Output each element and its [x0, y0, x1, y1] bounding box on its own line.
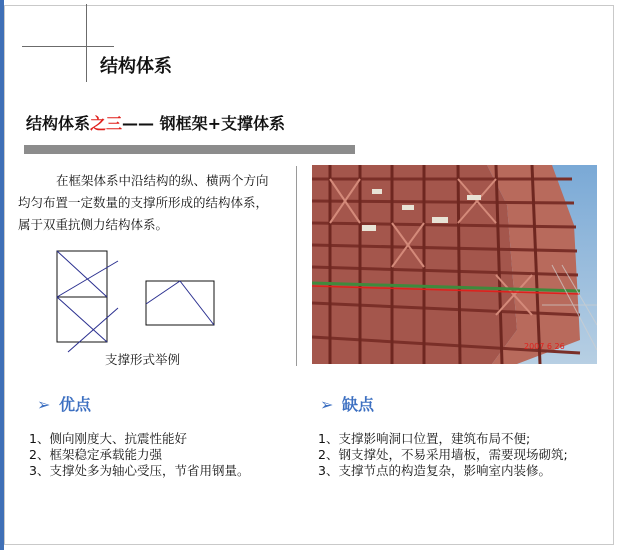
advantages-title-text: 优点: [59, 395, 92, 414]
k-bracing-frame: [146, 281, 214, 325]
corner-line-horizontal: [22, 46, 114, 47]
list-item: 1、支撑影响洞口位置，建筑布局不便;: [318, 431, 531, 446]
steel-frame-building-photo: [312, 165, 597, 364]
slide-heading: [26, 111, 285, 134]
corner-line-vertical: [86, 4, 87, 82]
list-item: 3、支撑节点的构造复杂，影响室内装修。: [318, 463, 551, 478]
heading-accent: 之三: [90, 114, 123, 133]
list-item: 2、钢支撑处，不易采用墙板，需要现场砌筑;: [318, 447, 568, 462]
arrow-bullet-icon: ➢: [320, 395, 334, 414]
advantages-title: [37, 392, 91, 415]
arrow-bullet-icon: ➢: [37, 395, 51, 414]
heading-underline-bar: [24, 145, 355, 154]
description-paragraph: [18, 170, 280, 236]
heading-prefix: 结构体系: [26, 114, 91, 133]
list-item: 2、框架稳定承载能力强: [29, 447, 162, 462]
photo-timestamp: 2007 6 26: [524, 342, 565, 351]
disadvantages-list: [318, 431, 568, 479]
disadvantages-title: [320, 392, 374, 415]
cross-bracing-frame: [57, 251, 107, 342]
diagram-caption: 支撑形式举例: [105, 352, 181, 367]
disadvantages-title-text: 缺点: [342, 395, 375, 414]
section-title: 结构体系: [100, 56, 172, 77]
cross-bracing-diagonals: [57, 251, 118, 352]
list-item: 3、支撑处多为轴心受压，节省用钢量。: [29, 463, 250, 478]
list-item: 1、侧向刚度大、抗震性能好: [29, 431, 187, 446]
description-text: 在框架体系中沿结构的纵、横两个方向均匀布置一定数量的支撑所形成的结构体系，属于双重抗侧力结构体系。: [18, 173, 269, 232]
vertical-divider: [296, 166, 297, 366]
k-bracing-diagonals: [146, 281, 214, 325]
advantages-list: [29, 431, 249, 479]
bracing-diagram: [56, 248, 226, 358]
heading-suffix: —— 钢框架+支撑体系: [122, 114, 286, 133]
